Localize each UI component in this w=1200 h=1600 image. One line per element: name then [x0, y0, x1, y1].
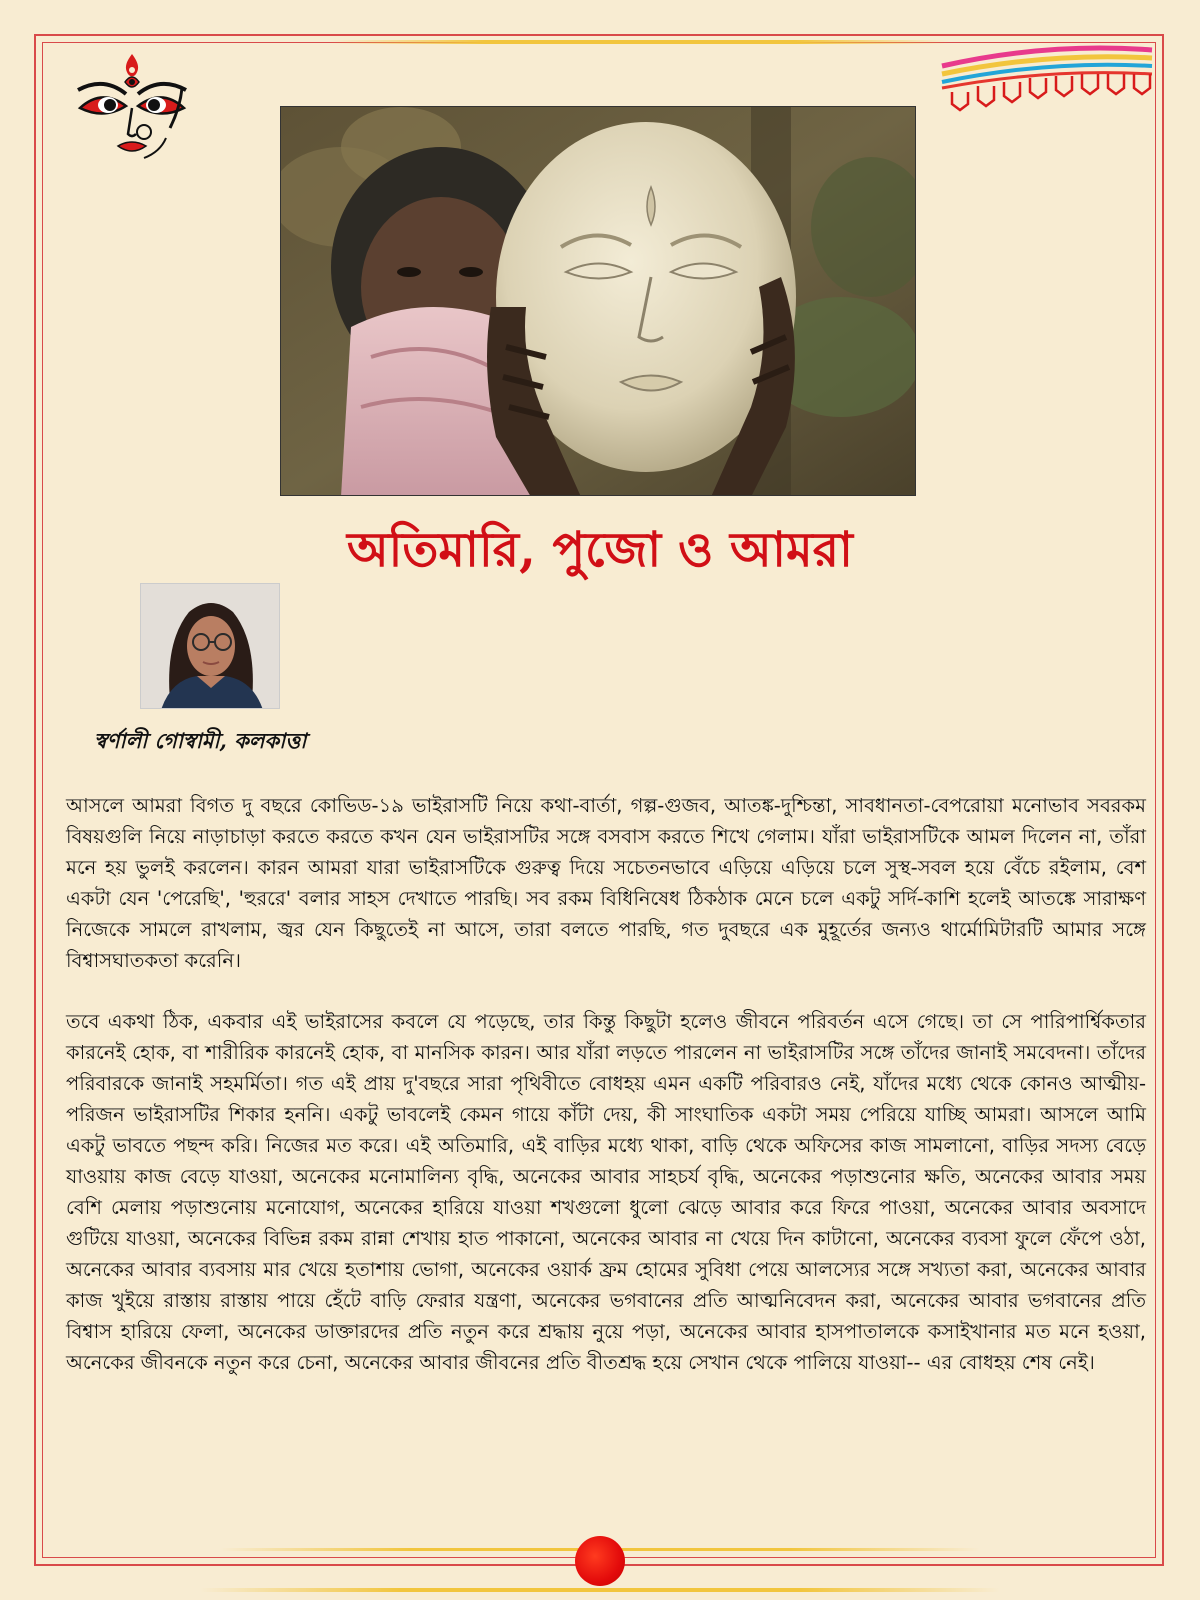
article-body	[66, 790, 1146, 1408]
durga-eyes-icon	[70, 48, 194, 160]
hero-photo	[280, 106, 916, 496]
paragraph-2: তবে একথা ঠিক, একবার এই ভাইরাসের কবলে যে পড়েছে, তার কিন্তু কিছুটা হলেও জীবনে পরিবর্তন এসে গেছে। তা সে পারিপার্শ্বিকতার কারনেই হোক, বা শারীরিক কারনেই হোক, বা মানসিক কারন। আর যাঁরা লড়তে পারলেন না ভাইরাসটির সঙ্গে তাঁদের জানাই সমবেদনা। তাঁদের পরিবারকে জানাই সহমর্মিতা। গত এই প্রায় দু'বছরে সারা পৃথিবীতে বোধহয় এমন একটি পরিবারও নেই, যাঁদের মধ্যে থেকে কোনও আত্মীয়-পরিজন ভাইরাসটির শিকার হননি। একটু ভাবলেই কেমন গায়ে কাঁটা দেয়, কী সাংঘাতিক একটা সময় পেরিয়ে যাচ্ছি আমরা। আসলে আমি একটু ভাবতে পছন্দ করি। নিজের মত করে। এই অতিমারি, এই বাড়ির মধ্যে থাকা, বাড়ি থেকে অফিসের কাজ সামলানো, বাড়ির সদস্য বেড়ে যাওয়ায় কাজ বেড়ে যাওয়া, অনেকের মনোমালিন্য বৃদ্ধি, অনেকের আবার সাহচর্য বৃদ্ধি, অনেকের পড়াশুনোর ক্ষতি, অনেকের আবার সময় বেশি মেলায় পড়াশুনোয় মনোযোগ, অনেকের হারিয়ে যাওয়া শখগুলো ধুলো ঝেড়ে আবার করে ফিরে পাওয়া, অনেকের আবার অবসাদে গুটিয়ে যাওয়া, অনেকের বিভিন্ন রকম রান্না শেখায় হাত পাকানো, অনেকের আবার না খেয়ে দিন কাটানো, অনেকের ব্যবসা ফুলে ফেঁপে ওঠা, অনেকের আবার ব্যবসায় মার খেয়ে হতাশায় ভোগা, অনেকের ওয়ার্ক ফ্রম হোমের সুবিধা পেয়ে আলস্যের সঙ্গে সখ্যতা করা, অনেকের আবার কাজ খুইয়ে রাস্তায় রাস্তায় পায়ে হেঁটে বাড়ি ফেরার যন্ত্রণা, অনেকের ভগবানের প্রতি আত্মনিবেদন করা, অনেকের আবার ভগবানের প্রতি বিশ্বাস হারিয়ে ফেলা, অনেকের ডাক্তারদের প্রতি নতুন করে শ্রদ্ধায় নুয়ে পড়া, অনেকের আবার হাসপাতালকে কসাইখানার মত মনে হওয়া, অনেকের জীবনকে নতুন করে চেনা, অনেকের আবার জীবনের প্রতি বীতশ্রদ্ধ হয়ে সেখান থেকে পালিয়ে যাওয়া-- এর বোধহয় শেষ নেই।	[66, 1010, 1146, 1374]
festive-garland-icon	[938, 44, 1156, 114]
article-title: অতিমারি, পুজো ও আমরা	[347, 522, 853, 578]
author-photo	[140, 583, 280, 709]
bottom-gold-rule	[200, 1588, 1000, 1592]
author-name: স্বর্ণালী গোস্বামী, কলকাত্তা	[94, 728, 307, 753]
red-seal-icon	[575, 1536, 625, 1586]
top-gold-rule	[330, 40, 950, 44]
paragraph-1: আসলে আমরা বিগত দু বছরে কোভিড-১৯ ভাইরাসটি নিয়ে কথা-বার্তা, গল্প-গুজব, আতঙ্ক-দুশ্চিন্তা, সাবধানতা-বেপরোয়া মনোভাব সবরকম বিষয়গুলি নিয়ে নাড়াচাড়া করতে করতে কখন যেন ভাইরাসটির সঙ্গে বসবাস করতে শিখে গেলাম। যাঁরা ভাইরাসটিকে আমল দিলেন না, তাঁরা মনে হয় ভুলই করলেন। কারন আমরা যারা ভাইরাসটিকে গুরুত্ব দিয়ে সচেতনভাবে এড়িয়ে এড়িয়ে চলে সুস্থ-সবল হয়ে বেঁচে রইলাম, বেশ একটা যেন 'পেরেছি', 'হুররে' বলার সাহস দেখাতে পারছি। সব রকম বিধিনিষেধ ঠিকঠাক মেনে চলে একটু সর্দি-কাশি হলেই আতঙ্কে সারাক্ষণ নিজেকে সামলে রাখলাম, জ্বর যেন কিছুতেই না আসে, তারা বলতে পারছি, গত দুবছরে এক মুহূর্তের জন্যও থার্মোমিটারটি আমার সঙ্গে বিশ্বাসঘাতকতা করেনি।	[66, 794, 1146, 972]
